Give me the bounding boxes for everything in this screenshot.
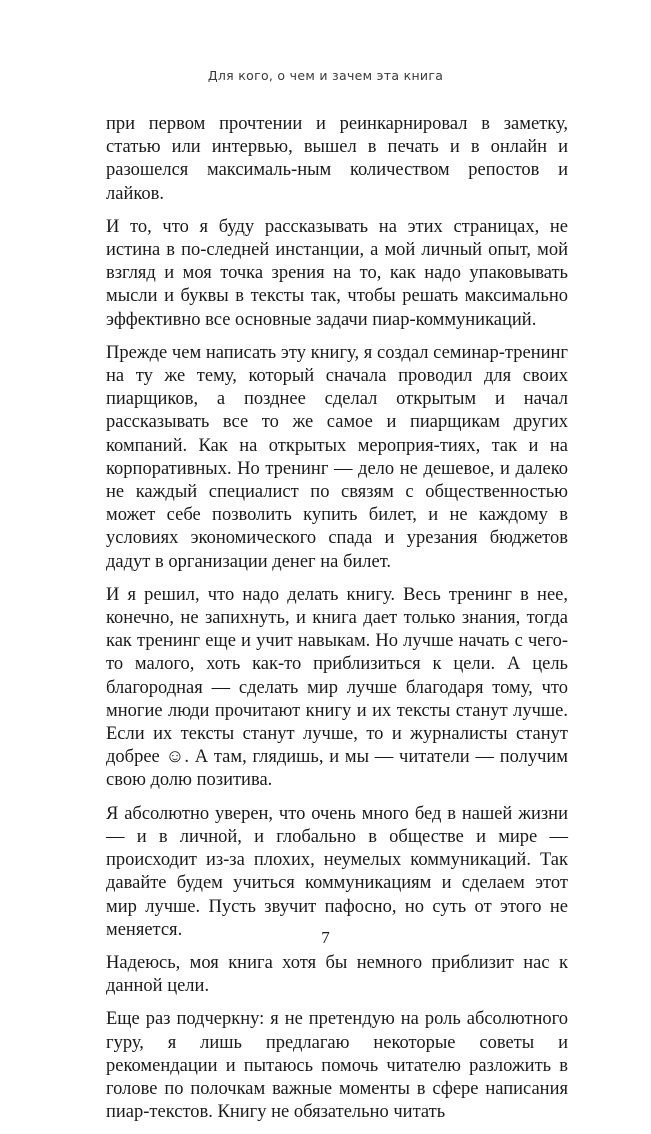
paragraph: Я абсолютно уверен, что очень много бед в нашей жизни — и в личной, и глобально в обществе и мире — происходит из-за плохих, неумелых коммуникаций. Так давайте будем учиться коммуникациям и сделаем этот мир лучше. Пусть звучит пафосно, но суть от этого не меняется.: [106, 803, 568, 940]
paragraph: И я решил, что надо делать книгу. Весь тренинг в нее, конечно, не запихнуть, и книга дает только знания, тогда как тренинг еще и учит навыкам. Но лучше начать с чего-то малого, хоть как-то приблизиться к цели. А цель благородная — сделать мир лучше благодаря тому, что многие люди прочитают книгу и их тексты станут лучше. Если их тексты станут лучше, то и журналисты станут добрее ☺. А там, глядишь, и мы — читатели — получим свою долю позитива.: [106, 584, 568, 791]
body-text: [106, 113, 568, 1134]
paragraph: Еще раз подчеркну: я не претендую на роль абсолютного гуру, я лишь предлагаю некоторые советы и рекомендации и пытаюсь помочь читателю разложить в голове по полочкам важные моменты в сфере написания пиар-текстов. Книгу не обязательно читать: [106, 1009, 568, 1123]
paragraph: И то, что я буду рассказывать на этих страницах, не истина в по-следней инстанции, а мой личный опыт, мой взгляд и моя точка зрения на то, как надо упаковывать мысли и буквы в тексты так, чтобы решать максимально эффективно все основные задачи пиар-коммуникаций.: [106, 216, 568, 330]
paragraph: при первом прочтении и реинкарнировал в заметку, статью или интервью, вышел в печать и в онлайн и разошелся максималь-ным количеством репостов и лайков.: [106, 114, 568, 204]
running-head: Для кого, о чем и зачем эта книга: [207, 68, 444, 83]
paragraph: Надеюсь, моя книга хотя бы немного приблизит нас к данной цели.: [106, 952, 568, 997]
page-number: 7: [321, 928, 330, 947]
paragraph: Прежде чем написать эту книгу, я создал семинар-тренинг на ту же тему, который сначала проводил для своих пиарщиков, а позднее сделал открытым и начал рассказывать все то же самое и пиарщикам других компаний. Как на открытых мероприя-тиях, так и на корпоративных. Но тренинг — дело не дешевое, и далеко не каждый специалист по связям с общественностью может себе позволить купить билет, и не каждому в условиях экономического спада и урезания бюджетов дадут в организации денег на билет.: [106, 342, 568, 572]
